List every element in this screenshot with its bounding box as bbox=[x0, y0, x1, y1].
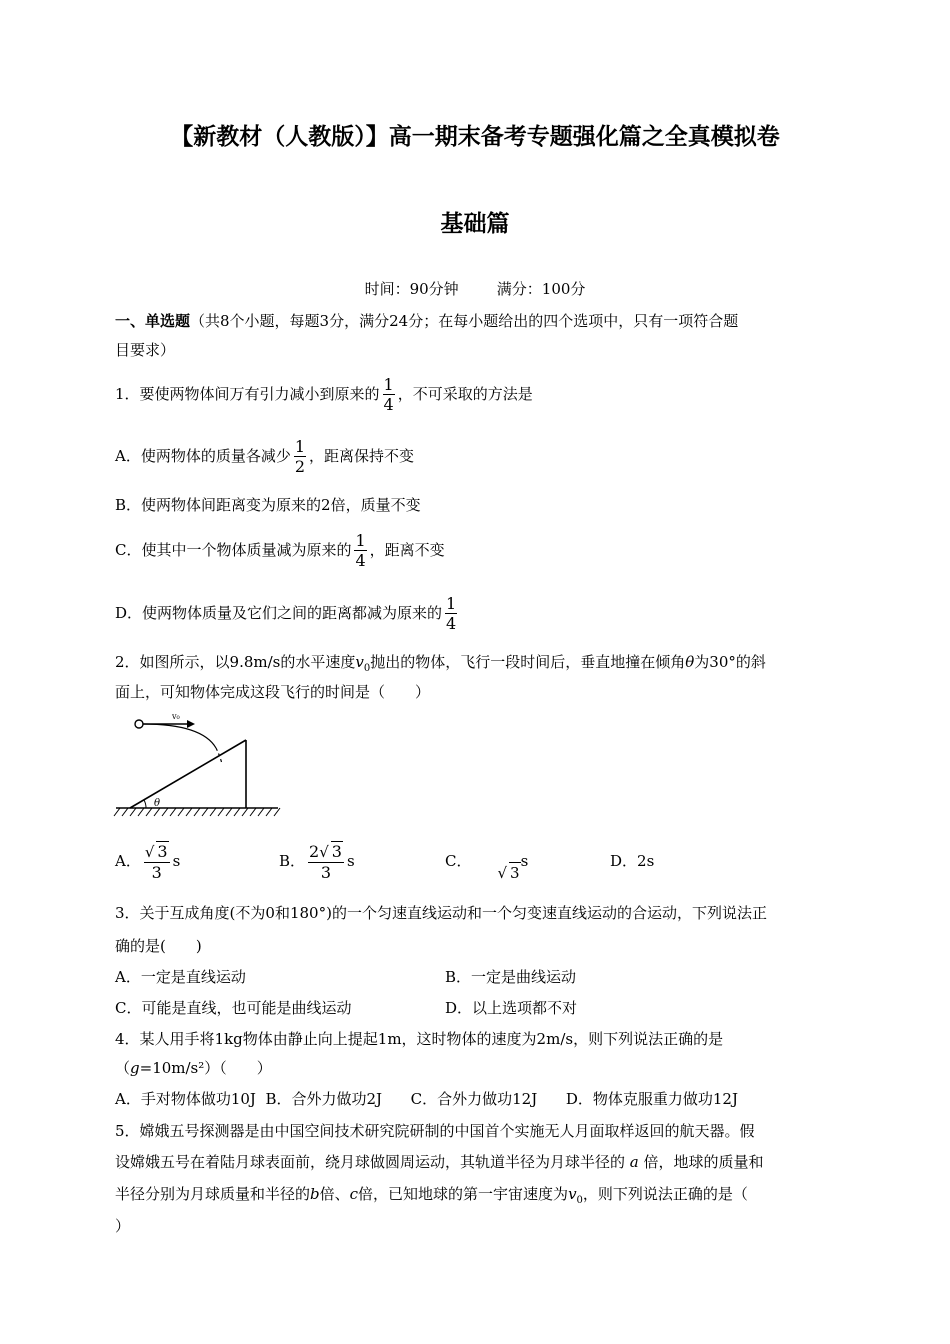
frac-num: 1 bbox=[446, 593, 457, 613]
frac-den: 3 bbox=[151, 862, 162, 882]
time-info: 时间：90分钟 满分：100分 bbox=[364, 280, 586, 298]
q4-stem-line2 bbox=[115, 1058, 272, 1078]
q5-text-b: 倍，地球的质量和 bbox=[643, 1153, 764, 1171]
q2-a-unit: s bbox=[172, 852, 181, 870]
q4-stem-line1: 4．某人用手将1kg物体由静止向上提起1m，这时物体的速度为2m/s，则下列说法正确的是 bbox=[115, 1030, 724, 1048]
q1-fraction bbox=[383, 375, 395, 414]
q5-stem-line3 bbox=[115, 1184, 748, 1211]
q1-d-fraction bbox=[445, 594, 457, 633]
frac-num: 1 bbox=[355, 530, 366, 550]
q5-c: c bbox=[349, 1185, 359, 1203]
q2-a-fraction bbox=[144, 841, 170, 882]
label-theta: θ bbox=[154, 798, 161, 809]
q5-text-a: 半径分别为月球质量和半径的 bbox=[115, 1185, 311, 1203]
q2-b-fraction bbox=[308, 841, 344, 882]
angle-arc bbox=[144, 800, 146, 808]
section-desc-2: 目要求） bbox=[115, 341, 176, 359]
sqrt-radicand: 3 bbox=[331, 841, 342, 861]
q2-b-unit: s bbox=[346, 852, 355, 870]
q5-stem-line2 bbox=[115, 1152, 764, 1172]
q3-option-a: A．一定是直线运动 bbox=[115, 968, 246, 986]
sqrt-radicand: 3 bbox=[157, 841, 168, 861]
q3-text-b: )的一个匀速直线运动和一个匀变速直线运动的合运动，下列说法正 bbox=[326, 904, 767, 922]
sqrt-radicand: 3 bbox=[510, 863, 520, 882]
trajectory bbox=[143, 724, 216, 748]
frac-num: 1 bbox=[294, 436, 306, 456]
q1-option-d bbox=[115, 591, 460, 635]
q1-a-text: A．使两物体的质量各减少 bbox=[115, 447, 291, 465]
q2-c-sqrt bbox=[497, 862, 520, 883]
q3-angle: 180° bbox=[289, 904, 327, 922]
q5-v: v bbox=[568, 1185, 577, 1203]
q2-text-a: 2．如图所示，以9.8m/s的水平速度 bbox=[115, 653, 356, 671]
q5-text-b: 倍、 bbox=[319, 1185, 350, 1203]
q1-stem-post: ，不可采取的方法是 bbox=[397, 385, 533, 403]
q4-options: A．手对物体做功10J B．合外力做功2J C．合外力做功12J D．物体克服重力做功12J bbox=[115, 1090, 738, 1108]
frac-den: 4 bbox=[355, 550, 366, 570]
q1-option-b: B．使两物体间距离变为原来的2倍，质量不变 bbox=[115, 496, 421, 514]
frac-den: 3 bbox=[320, 862, 332, 882]
q1-option-a bbox=[115, 434, 414, 478]
q3-option-b: B．一定是曲线运动 bbox=[445, 968, 577, 986]
q2-a-label: A． bbox=[115, 852, 141, 870]
q4-paren: （ bbox=[115, 1059, 131, 1077]
q1-c-text-post: ，距离不变 bbox=[369, 541, 445, 559]
q1-d-text: D．使两物体质量及它们之间的距离都减为原来的 bbox=[115, 604, 443, 622]
q5-a: a bbox=[629, 1153, 639, 1171]
q2-option-d: D．2s bbox=[610, 852, 655, 870]
q2-text-b: 抛出的物体，飞行一段时间后，垂直地撞在倾角 bbox=[370, 653, 686, 671]
frac-den: 4 bbox=[383, 394, 394, 414]
section-heading: 一、单选题 bbox=[115, 312, 191, 330]
q1-a-fraction bbox=[294, 437, 306, 476]
q3-stem-line1 bbox=[115, 903, 767, 923]
q3-text-a: 3．关于互成角度(不为0和 bbox=[115, 904, 290, 922]
q2-theta: θ bbox=[685, 653, 695, 671]
frac-den: 2 bbox=[294, 456, 306, 476]
sqrt-sign: √ bbox=[319, 842, 329, 861]
frac-num: 1 bbox=[383, 374, 394, 394]
incline-figure bbox=[112, 708, 284, 826]
q3-stem-line2: 确的是( ) bbox=[115, 937, 202, 955]
q2-option-b bbox=[279, 836, 355, 886]
q5-stem-line4: ） bbox=[115, 1217, 131, 1235]
q1-a-text-post: ，距离保持不变 bbox=[309, 447, 415, 465]
label-v0: v₀ bbox=[172, 712, 180, 721]
q4-text: =10m/s²）（ ） bbox=[139, 1059, 272, 1077]
q1-c-text: C．使其中一个物体质量减为原来的 bbox=[115, 541, 352, 559]
q5-b: b bbox=[310, 1185, 320, 1203]
q4-g: g bbox=[130, 1059, 140, 1077]
frac-num bbox=[144, 841, 170, 863]
q1-stem-pre: 1．要使两物体间万有引力减小到原来的 bbox=[115, 385, 380, 403]
ground-hatching bbox=[114, 808, 280, 816]
ball bbox=[135, 720, 143, 728]
q5-text-a: 设嫦娥五号在着陆月球表面前，绕月球做圆周运动，其轨道半径为月球半径的 bbox=[115, 1153, 626, 1171]
q2-v-sub: 0 bbox=[363, 663, 371, 674]
q2-b-label: B． bbox=[279, 852, 306, 870]
coef: 2 bbox=[309, 841, 320, 861]
q2-text-c: 为30°的斜 bbox=[694, 653, 766, 671]
q2-stem-line1 bbox=[115, 652, 766, 679]
q5-text-c: 倍，已知地球的第一宇宙速度为 bbox=[358, 1185, 569, 1203]
q2-option-c bbox=[445, 836, 528, 886]
q5-v-sub: 0 bbox=[576, 1195, 583, 1206]
frac-den: 4 bbox=[446, 613, 457, 633]
frac-num bbox=[308, 841, 344, 863]
q3-option-d: D．以上选项都不对 bbox=[445, 999, 578, 1017]
q2-c-unit: s bbox=[520, 852, 529, 870]
q5-text-d: ，则下列说法正确的是（ bbox=[582, 1185, 748, 1203]
q2-v: v bbox=[355, 653, 364, 671]
section-heading-line bbox=[115, 311, 738, 331]
q2-c-label: C． bbox=[445, 852, 472, 870]
q1-option-c bbox=[115, 528, 445, 572]
exam-title: 【新教材（人教版）】高一期末备考专题强化篇之全真模拟卷 bbox=[170, 124, 780, 150]
incline-surface bbox=[130, 740, 246, 808]
section-desc-1: （共8个小题，每题3分，满分24分；在每小题给出的四个选项中，只有一项符合题 bbox=[190, 312, 739, 330]
q2-option-a bbox=[115, 836, 180, 886]
q2-stem-line2: 面上，可知物体完成这段飞行的时间是（ ） bbox=[115, 683, 431, 701]
velocity-arrowhead bbox=[187, 720, 195, 728]
sqrt-sign: √ bbox=[144, 842, 155, 861]
exam-subtitle: 基础篇 bbox=[440, 211, 510, 237]
q1-c-fraction bbox=[354, 531, 366, 570]
q1-stem bbox=[115, 372, 533, 416]
q5-stem-line1: 5．嫦娥五号探测器是由中国空间技术研究院研制的中国首个实施无人月面取样返回的航天器。假 bbox=[115, 1122, 755, 1140]
q3-option-c: C．可能是直线，也可能是曲线运动 bbox=[115, 999, 352, 1017]
sqrt-sign: √ bbox=[497, 863, 508, 882]
